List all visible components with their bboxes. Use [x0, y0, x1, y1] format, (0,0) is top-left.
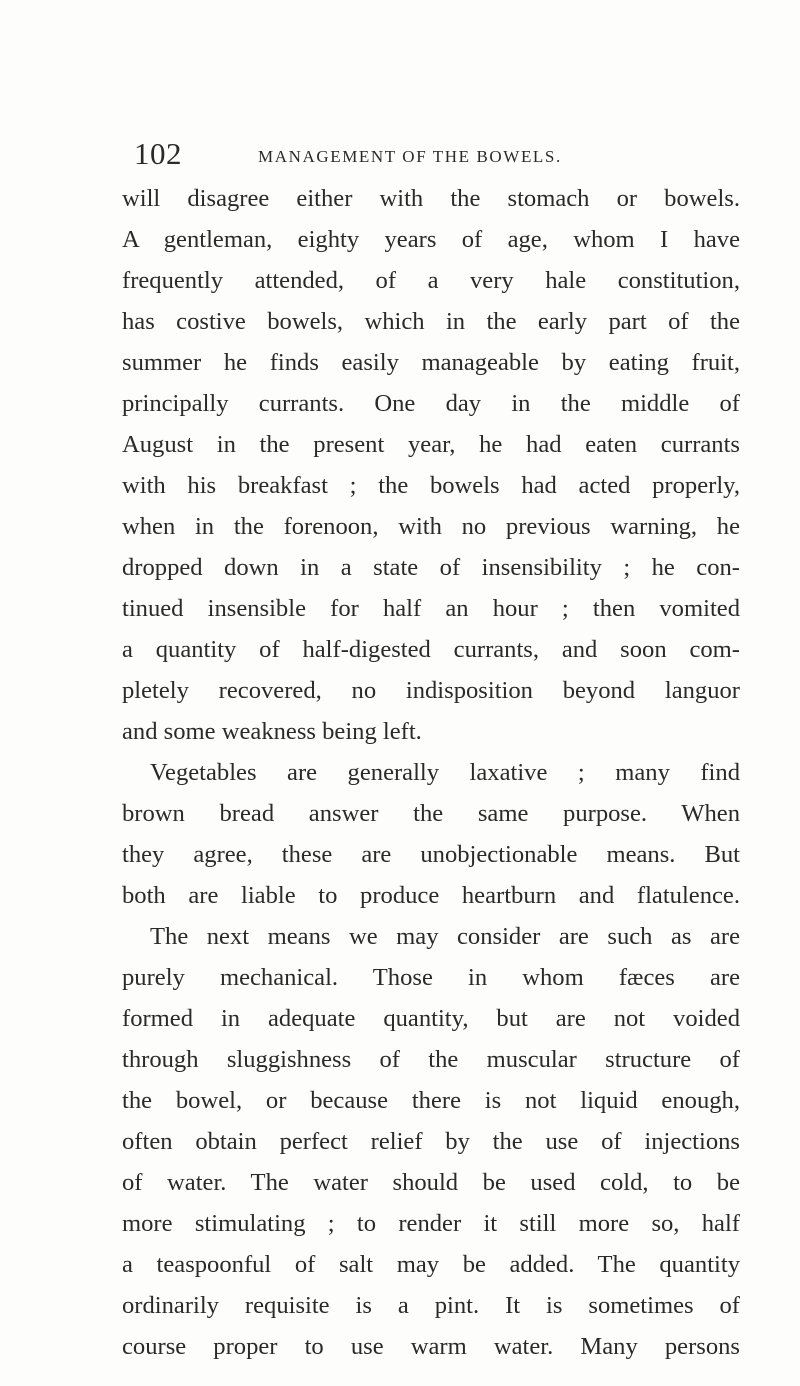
text-line: brown bread answer the same purpose. When: [122, 800, 740, 827]
paragraph-start-line: Vegetables are generally laxative ; many find: [150, 759, 740, 786]
text-line: A gentleman, eighty years of age, whom I have: [122, 226, 740, 253]
text-line: a quantity of half-digested currants, and soon com-: [122, 636, 740, 663]
page-number: 102: [134, 136, 182, 171]
text-line: tinued insensible for half an hour ; then vomited: [122, 595, 740, 622]
text-line: purely mechanical. Those in whom fæces are: [122, 964, 740, 991]
text-line: will disagree either with the stomach or bowels.: [122, 185, 740, 212]
text-line: has costive bowels, which in the early part of the: [122, 308, 740, 335]
text-line: through sluggishness of the muscular structure of: [122, 1046, 740, 1073]
text-line: a teaspoonful of salt may be added. The quantity: [122, 1251, 740, 1278]
text-line: ordinarily requisite is a pint. It is sometimes of: [122, 1292, 740, 1319]
text-line: summer he finds easily manageable by eating fruit,: [122, 349, 740, 376]
text-line: frequently attended, of a very hale constitution,: [122, 267, 740, 294]
text-line: of water. The water should be used cold, to be: [122, 1169, 740, 1196]
paragraph-start-line: The next means we may consider are such as are: [150, 923, 740, 950]
text-line: the bowel, or because there is not liquid enough,: [122, 1087, 740, 1114]
text-line: with his breakfast ; the bowels had acted properly,: [122, 472, 740, 499]
paragraph-end-line: and some weakness being left.: [122, 718, 422, 745]
text-line: formed in adequate quantity, but are not voided: [122, 1005, 740, 1032]
running-title: MANAGEMENT OF THE BOWELS.: [258, 147, 562, 166]
text-line: dropped down in a state of insensibility ; he con-: [122, 554, 740, 581]
text-line: when in the forenoon, with no previous warning, he: [122, 513, 740, 540]
text-line: pletely recovered, no indisposition beyond languor: [122, 677, 740, 704]
text-line: August in the present year, he had eaten currants: [122, 431, 740, 458]
text-line: they agree, these are unobjectionable means. But: [122, 841, 740, 868]
text-line: course proper to use warm water. Many persons: [122, 1333, 740, 1360]
text-line: principally currants. One day in the middle of: [122, 390, 740, 417]
text-line: more stimulating ; to render it still more so, half: [122, 1210, 740, 1237]
text-line: often obtain perfect relief by the use of injections: [122, 1128, 740, 1155]
text-line: both are liable to produce heartburn and flatulence.: [122, 882, 740, 909]
